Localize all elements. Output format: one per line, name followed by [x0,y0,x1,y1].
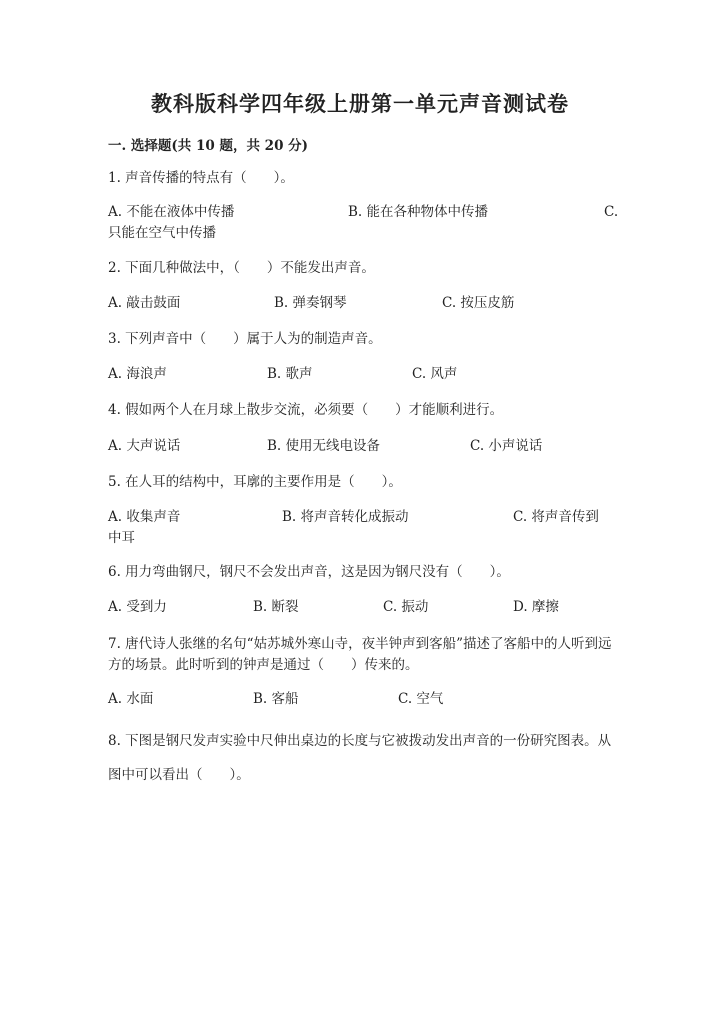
question-stem: 7. 唐代诗人张继的名句“姑苏城外寒山寺，夜半钟声到客船”描述了客船中的人听到远方的场景。此时听到的钟声是通过（ ）传来的。 [108,636,612,673]
option-b: B. 能在各种物体中传播 [348,204,489,220]
question-stem: 1. 声音传播的特点有（ ）。 [108,170,294,186]
option-b: B. 弹奏钢琴 [274,295,347,311]
option-a: A. 不能在液体中传播 [108,204,235,220]
option-b: B. 客船 [253,691,299,707]
question-stem: 5. 在人耳的结构中，耳廓的主要作用是（ ）。 [108,474,402,490]
option-c: C. 将声音传到 [513,509,599,525]
option-a: A. 大声说话 [108,438,181,454]
question-stem: 4. 假如两个人在月球上散步交流，必须要（ ）才能顺利进行。 [108,402,504,418]
option-c-continued: 只能在空气中传播 [108,225,216,241]
option-a: A. 受到力 [108,599,167,615]
option-b: B. 歌声 [267,366,313,382]
option-d: D. 摩擦 [513,599,559,615]
option-b: B. 将声音转化成振动 [282,509,409,525]
option-a: A. 海浪声 [108,366,167,382]
option-a: A. 敲击鼓面 [108,295,181,311]
option-b: B. 使用无线电设备 [267,438,381,454]
option-b: B. 断裂 [253,599,299,615]
option-row [108,597,618,639]
option-c: C. 按压皮筋 [442,295,515,311]
option-a: A. 水面 [108,691,154,707]
option-c: C. 小声说话 [470,438,543,454]
option-c: C. [604,204,619,220]
option-c: C. 振动 [383,599,429,615]
question-stem: 3. 下列声音中（ ）属于人为的制造声音。 [108,331,382,347]
question-stem: 2. 下面几种做法中，（ ）不能发出声音。 [108,260,375,276]
option-row [108,507,618,549]
option-a: A. 收集声音 [108,509,181,525]
question-stem: 8. 下图是钢尺发声实验中尺伸出桌边的长度与它被拨动发出声音的一份研究图表。从图中可以看出（ ）。 [108,733,612,783]
option-c: C. 风声 [412,366,458,382]
option-c: C. 空气 [398,691,444,707]
question-stem: 6. 用力弯曲钢尺，钢尺不会发出声音，这是因为钢尺没有（ ）。 [108,564,510,580]
page-title: 教科版科学四年级上册第一单元声音测试卷 [151,91,569,116]
option-row [108,202,618,244]
section-heading: 一. 选择题(共 10 题，共 20 分) [108,138,309,154]
option-c-continued: 中耳 [108,530,135,546]
